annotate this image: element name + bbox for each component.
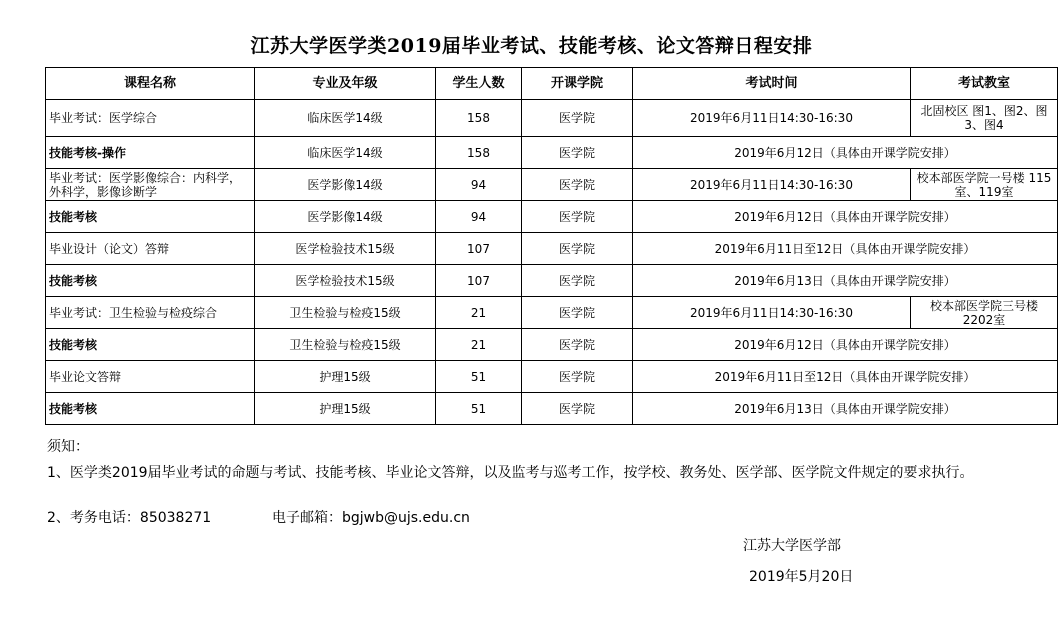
count-cell: 158 <box>436 100 522 137</box>
table-row <box>46 169 1058 201</box>
header-course-name: 课程名称 <box>46 68 255 100</box>
count-cell: 94 <box>436 201 522 233</box>
notes-item-1: 1、医学类2019届毕业考试的命题与考试、技能考核、毕业论文答辩，以及监考与巡考工作，按学校、教务处、医学部、医学院文件规定的要求执行。 <box>47 465 974 481</box>
header-exam-room: 考试教室 <box>911 68 1058 100</box>
count-cell: 51 <box>436 361 522 393</box>
time-cell: 2019年6月11日至12日（具体由开课学院安排） <box>633 233 1058 265</box>
major-cell: 临床医学14级 <box>255 137 436 169</box>
major-cell: 临床医学14级 <box>255 100 436 137</box>
table-row <box>46 329 1058 361</box>
schedule-table <box>45 67 1058 425</box>
signature-date: 2019年5月20日 <box>749 569 854 585</box>
notes-phone: 2、考务电话：85038271 <box>47 510 212 526</box>
college-cell: 医学院 <box>522 137 633 169</box>
college-cell: 医学院 <box>522 297 633 329</box>
time-cell: 2019年6月12日（具体由开课学院安排） <box>633 329 1058 361</box>
table-row <box>46 361 1058 393</box>
table-row <box>46 297 1058 329</box>
college-cell: 医学院 <box>522 265 633 297</box>
table-row <box>46 393 1058 425</box>
header-college: 开课学院 <box>522 68 633 100</box>
course-cell: 技能考核 <box>46 265 255 297</box>
course-cell: 毕业论文答辩 <box>46 361 255 393</box>
major-cell: 医学影像14级 <box>255 201 436 233</box>
course-cell: 毕业设计（论文）答辩 <box>46 233 255 265</box>
time-cell: 2019年6月13日（具体由开课学院安排） <box>633 393 1058 425</box>
time-cell: 2019年6月11日14:30-16:30 <box>633 169 911 201</box>
college-cell: 医学院 <box>522 393 633 425</box>
table-row <box>46 137 1058 169</box>
course-cell: 毕业考试：医学综合 <box>46 100 255 137</box>
course-cell: 技能考核 <box>46 329 255 361</box>
count-cell: 21 <box>436 329 522 361</box>
table-row <box>46 233 1058 265</box>
time-cell: 2019年6月12日（具体由开课学院安排） <box>633 201 1058 233</box>
notes-email: 电子邮箱：bgjwb@ujs.edu.cn <box>272 510 470 526</box>
count-cell: 158 <box>436 137 522 169</box>
time-cell: 2019年6月13日（具体由开课学院安排） <box>633 265 1058 297</box>
college-cell: 医学院 <box>522 169 633 201</box>
header-exam-time: 考试时间 <box>633 68 911 100</box>
count-cell: 94 <box>436 169 522 201</box>
major-cell: 卫生检验与检疫15级 <box>255 329 436 361</box>
count-cell: 51 <box>436 393 522 425</box>
page-title: 江苏大学医学类2019届毕业考试、技能考核、论文答辩日程安排 <box>250 35 813 57</box>
major-cell: 医学影像14级 <box>255 169 436 201</box>
major-cell: 医学检验技术15级 <box>255 233 436 265</box>
signature-org: 江苏大学医学部 <box>743 538 841 554</box>
time-cell: 2019年6月12日（具体由开课学院安排） <box>633 137 1058 169</box>
college-cell: 医学院 <box>522 100 633 137</box>
header-student-count: 学生人数 <box>436 68 522 100</box>
count-cell: 107 <box>436 233 522 265</box>
table-row <box>46 100 1058 137</box>
course-cell: 技能考核 <box>46 201 255 233</box>
major-cell: 护理15级 <box>255 361 436 393</box>
college-cell: 医学院 <box>522 361 633 393</box>
major-cell: 护理15级 <box>255 393 436 425</box>
table-row <box>46 265 1058 297</box>
major-cell: 医学检验技术15级 <box>255 265 436 297</box>
course-cell: 技能考核 <box>46 393 255 425</box>
table-row <box>46 201 1058 233</box>
header-major-grade: 专业及年级 <box>255 68 436 100</box>
notes-heading: 须知： <box>47 439 89 455</box>
time-cell: 2019年6月11日14:30-16:30 <box>633 297 911 329</box>
course-cell: 毕业考试：卫生检验与检疫综合 <box>46 297 255 329</box>
course-cell: 技能考核-操作 <box>46 137 255 169</box>
room-cell: 校本部医学院一号楼 115室、119室 <box>911 169 1058 201</box>
room-cell: 校本部医学院三号楼 2202室 <box>911 297 1058 329</box>
table-header-row <box>46 68 1058 100</box>
time-cell: 2019年6月11日至12日（具体由开课学院安排） <box>633 361 1058 393</box>
time-cell: 2019年6月11日14:30-16:30 <box>633 100 911 137</box>
count-cell: 21 <box>436 297 522 329</box>
college-cell: 医学院 <box>522 201 633 233</box>
college-cell: 医学院 <box>522 329 633 361</box>
college-cell: 医学院 <box>522 233 633 265</box>
course-cell: 毕业考试：医学影像综合：内科学，外科学，影像诊断学 <box>46 169 255 201</box>
count-cell: 107 <box>436 265 522 297</box>
major-cell: 卫生检验与检疫15级 <box>255 297 436 329</box>
room-cell: 北固校区 图1、图2、图3、图4 <box>911 100 1058 137</box>
